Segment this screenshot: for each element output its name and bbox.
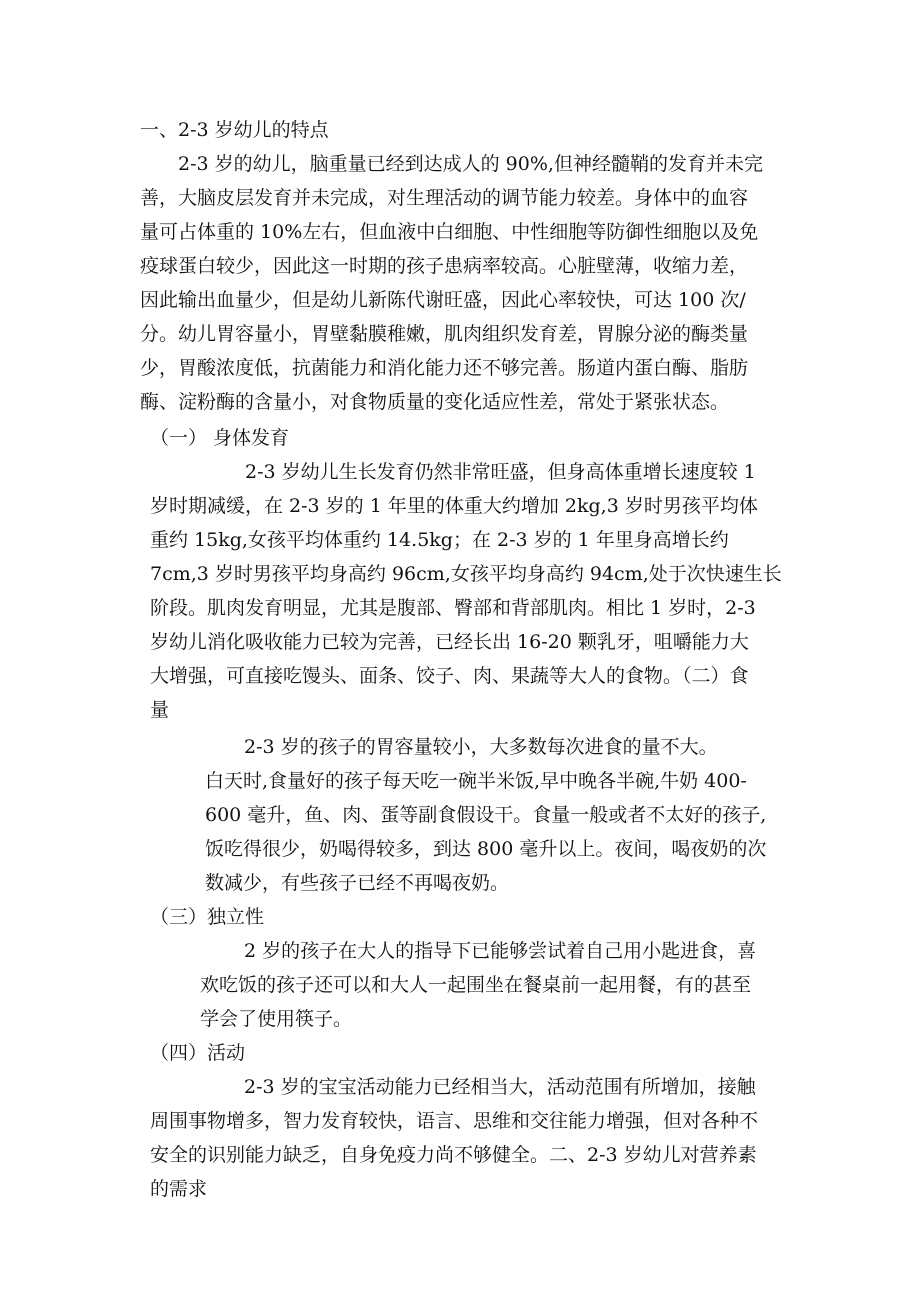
paragraph-line: 阶段。肌肉发育明显，尤其是腹部、臀部和背部肌肉。相比 1 岁时，2-3: [150, 597, 756, 619]
paragraph-line: 的需求: [150, 1178, 208, 1200]
paragraph-line: 分。幼儿胃容量小，胃壁黏膜稚嫩，肌肉组织发育差，胃腺分泌的酶类量: [140, 323, 749, 345]
paragraph-line: 欢吃饭的孩子还可以和大人一起围坐在餐桌前一起用餐，有的甚至: [200, 974, 752, 996]
subsection-heading: （一） 身体发育: [150, 427, 290, 449]
paragraph-line: 数减少，有些孩子已经不再喝夜奶。: [205, 872, 510, 894]
paragraph-line: 岁时期减缓，在 2-3 岁的 1 年里的体重大约增加 2kg,3 岁时男孩平均体: [150, 495, 758, 517]
paragraph-line: 白天时,食量好的孩子每天吃一碗半米饭,早中晚各半碗,牛奶 400-: [205, 770, 747, 792]
subsection-heading: （三）独立性: [150, 906, 265, 928]
paragraph-line: 周围事物增多，智力发育较快，语言、思维和交往能力增强，但对各种不: [150, 1110, 759, 1132]
paragraph-line: 善，大脑皮层发育并未完成，对生理活动的调节能力较差。身体中的血容: [140, 187, 749, 209]
paragraph-line: 量: [150, 699, 170, 721]
paragraph-line: 重约 15kg,女孩平均体重约 14.5kg；在 2-3 岁的 1 年里身高增长约: [150, 529, 729, 551]
paragraph-line: 因此输出血量少，但是幼儿新陈代谢旺盛，因此心率较快，可达 100 次/: [140, 289, 746, 311]
paragraph-line: 饭吃得很少，奶喝得较多，到达 800 毫升以上。夜间，喝夜奶的次: [205, 838, 767, 860]
paragraph-line: 2-3 岁的宝宝活动能力已经相当大，活动范围有所增加，接触: [244, 1076, 756, 1098]
paragraph-line: 2-3 岁的孩子的胃容量较小，大多数每次进食的量不大。: [244, 736, 718, 758]
paragraph-line: 疫球蛋白较少，因此这一时期的孩子患病率较高。心脏壁薄，收缩力差，: [140, 255, 749, 277]
paragraph-line: 7cm,3 岁时男孩平均身高约 96cm,女孩平均身高约 94cm,处于次快速生长: [150, 563, 782, 585]
paragraph-line: 2-3 岁幼儿生长发育仍然非常旺盛，但身高体重增长速度较 1: [245, 461, 756, 483]
paragraph-line: 岁幼儿消化吸收能力已较为完善，已经长出 16-20 颗乳牙，咀嚼能力大: [150, 631, 749, 653]
paragraph-line: 2 岁的孩子在大人的指导下已能够尝试着自己用小匙进食，喜: [244, 940, 757, 962]
paragraph-line: 学会了使用筷子。: [200, 1008, 353, 1030]
paragraph-line: 2-3 岁的幼儿，脑重量已经到达成人的 90%,但神经髓鞘的发育并未完: [178, 153, 763, 175]
section-heading: 一、2-3 岁幼儿的特点: [140, 119, 329, 141]
paragraph-line: 安全的识别能力缺乏，自身免疫力尚不够健全。二、2-3 岁幼儿对营养素: [150, 1144, 757, 1166]
paragraph-line: 量可占体重的 10%左右，但血液中白细胞、中性细胞等防御性细胞以及免: [140, 221, 759, 243]
subsection-heading: （四）活动: [150, 1042, 246, 1064]
paragraph-line: 大增强，可直接吃馒头、面条、饺子、肉、果蔬等大人的食物。（二）食: [150, 665, 749, 687]
paragraph-line: 600 毫升，鱼、肉、蛋等副食假设干。食量一般或者不太好的孩子,: [205, 804, 767, 826]
paragraph-line: 酶、淀粉酶的含量小，对食物质量的变化适应性差，常处于紧张状态。: [140, 391, 730, 413]
paragraph-line: 少，胃酸浓度低，抗菌能力和消化能力还不够完善。肠道内蛋白酶、脂肪: [140, 357, 749, 379]
